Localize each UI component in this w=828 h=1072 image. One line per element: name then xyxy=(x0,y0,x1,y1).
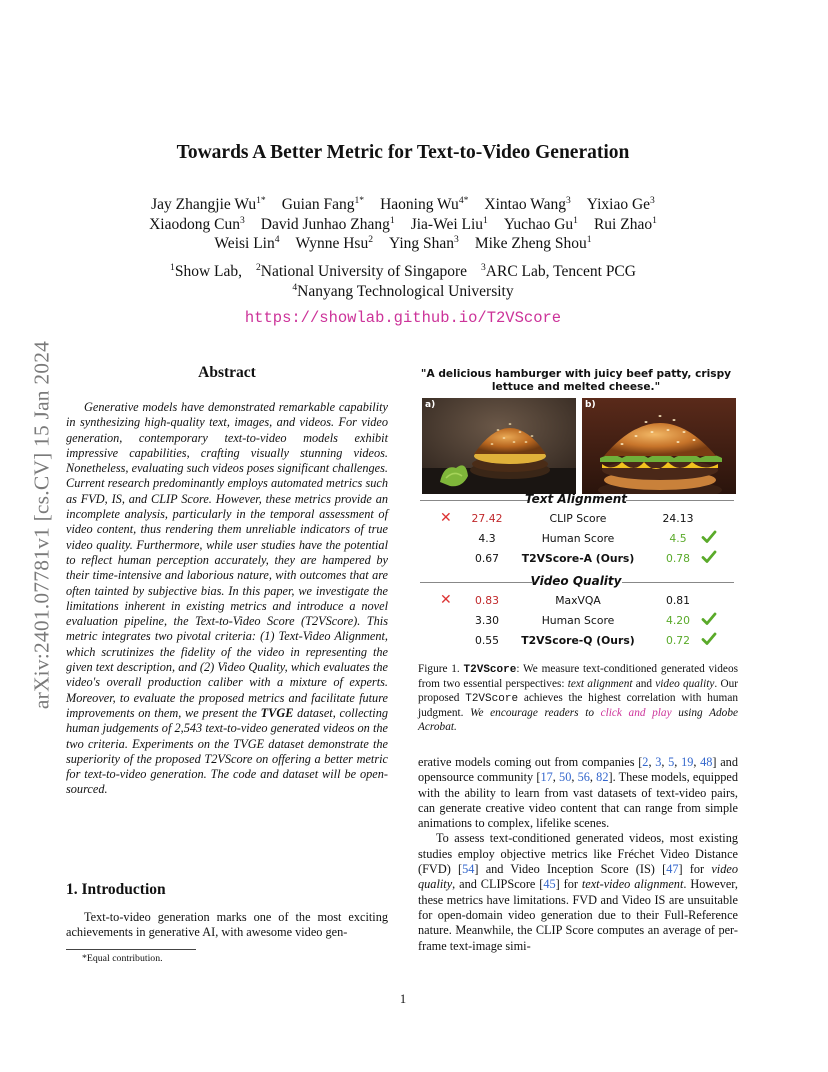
citation-link[interactable]: 19 xyxy=(681,755,694,769)
metric-name: CLIP Score xyxy=(549,512,607,525)
author-affil-mark: 1* xyxy=(256,194,266,206)
label-b: b) xyxy=(585,400,596,410)
author-affil-mark: 3 xyxy=(565,194,571,206)
footnote-rule xyxy=(66,949,196,950)
score-b: 24.13 xyxy=(662,512,694,525)
cross-icon: ✕ xyxy=(440,510,452,526)
author-affil-mark: 1 xyxy=(483,214,488,226)
check-icon xyxy=(701,549,717,565)
author-name: Jay Zhangjie $Wu^{1*}$ xyxy=(151,194,266,213)
author-affil-mark: 2 xyxy=(368,233,374,245)
caption-prefix: Figure 1. xyxy=(418,663,464,675)
author-name: Xiaodong Cun$^3$ xyxy=(149,214,245,233)
score-row xyxy=(418,552,734,570)
citation-link[interactable]: 56 xyxy=(577,770,590,785)
author-affil-mark: 1 xyxy=(652,214,657,226)
citation-link[interactable]: 45 xyxy=(543,877,556,892)
score-a: 0.55 xyxy=(474,634,500,647)
section-title: Video Quality xyxy=(530,574,622,588)
emphasis: video quality xyxy=(418,862,738,892)
video-a-thumbnail[interactable] xyxy=(422,398,576,494)
affiliation-mark: 4 xyxy=(292,281,298,293)
hamburger-b-image xyxy=(582,398,736,494)
check-icon xyxy=(701,529,717,545)
score-b: 0.78 xyxy=(665,552,691,565)
score-a: 4.3 xyxy=(478,532,496,545)
citation-link[interactable]: 2 xyxy=(642,755,649,769)
citation-link[interactable]: 48 xyxy=(700,755,713,769)
score-b: 4.5 xyxy=(669,532,687,545)
arxiv-identifier: arXiv:2401.07781v1 [cs.CV] 15 Jan 2024 xyxy=(29,340,54,710)
caption-text: achieves the highest correlation with human judgment. xyxy=(418,692,738,719)
author-name: Yuchao Gu$^1$ xyxy=(503,214,578,233)
author-name: Ying Shan$^3$ xyxy=(389,233,459,252)
intro-heading: 1. Introduction xyxy=(66,881,166,898)
author-affil-mark: 3 xyxy=(650,194,655,206)
citation-link[interactable]: 17 xyxy=(540,770,553,785)
caption-method-name: T2VScore xyxy=(463,664,517,676)
paper-title: Towards A Better Metric for Text-to-Video Generation xyxy=(176,142,630,163)
score-b: 0.81 xyxy=(665,594,691,607)
caption-text: : We measure text-conditioned generated videos from two essential perspectives: xyxy=(418,663,738,690)
affiliation: $^4$Nanyang Technological University xyxy=(292,281,514,300)
caption-em: video quality xyxy=(655,678,715,690)
project-url[interactable]: https://showlab.github.io/T2VScore xyxy=(244,309,562,327)
affiliation-mark: 2 xyxy=(256,261,261,273)
score-row xyxy=(418,614,734,632)
score-b: 0.72 xyxy=(665,634,691,647)
section-rule xyxy=(626,500,734,501)
right-column-text xyxy=(418,755,738,954)
score-row xyxy=(418,634,734,652)
video-b-thumbnail[interactable] xyxy=(582,398,736,494)
author-name: Haoning $Wu^{4*}$ xyxy=(380,194,469,213)
footnote: *Equal contribution. xyxy=(82,953,163,964)
citation-link[interactable]: 47 xyxy=(666,862,679,877)
author-affil-mark: 1 xyxy=(389,214,395,226)
affiliation: $^3$ARC Lab, Tencent PCG xyxy=(481,261,636,280)
affiliations xyxy=(0,262,806,301)
affiliation: $^1$Show Lab, xyxy=(170,261,242,280)
citation-link[interactable]: 54 xyxy=(462,862,475,877)
metric-name: T2VScore-Q (Ours) xyxy=(521,634,635,647)
caption-text: and xyxy=(632,678,656,690)
paragraph: erative models coming out from companies [2, 3, 5, 19, 48] and opensource community [17, 50, 56, 82]. These models, equipped with the ability to learn from vast datasets of text-video pairs, can generate creative video content that can range from simple animations to complex, lifelike scenes. xyxy=(418,755,738,831)
caption-text: . Our proposed xyxy=(418,678,739,704)
author-name: David Junhao Zhang$^1$ xyxy=(260,214,395,233)
caption-em: We encourage readers to xyxy=(470,707,601,719)
author-affil-mark: 4 xyxy=(274,233,280,245)
author-affil-mark: 1 xyxy=(573,214,578,226)
citation-link[interactable]: 5 xyxy=(668,755,675,769)
metric-name: Human Score xyxy=(541,614,615,627)
metric-name: T2VScore-A (Ours) xyxy=(521,552,635,565)
author-affil-mark: 3 xyxy=(239,214,245,226)
figure-caption xyxy=(418,662,738,734)
author-name: Jia-Wei Liu$^1$ xyxy=(410,214,488,233)
cross-icon: ✕ xyxy=(440,592,452,608)
score-a: 27.42 xyxy=(471,512,503,525)
author-name: Mike Zheng Shou$^1$ xyxy=(474,233,592,252)
author-affil-mark: 1 xyxy=(586,233,592,245)
score-row xyxy=(418,512,734,530)
paragraph: To assess text-conditioned generated videos, most existing studies employ objective metrics like Fréchet Video Distance (FVD) [54] and Video Inception Score (IS) [47] for video quality, and CLIPScore [45] for text-video alignment. However, these metrics have limitations. FVD and Video IS are unsuitable for open-domain video generation due to their Full-Reference nature. Meanwhile, the CLIP Score computes an average of per-frame text-image simi- xyxy=(418,831,738,953)
score-row xyxy=(418,532,734,550)
caption-em: using Adobe Acrobat. xyxy=(418,707,738,733)
arxiv-sidebar xyxy=(22,290,62,760)
score-a: 3.30 xyxy=(474,614,500,627)
section-title: Text Alignment xyxy=(525,492,627,506)
page-number: 1 xyxy=(399,992,407,1006)
citation-link[interactable]: 50 xyxy=(559,770,572,785)
dataset-name: TVGE xyxy=(260,705,294,720)
affiliation-mark: 1 xyxy=(170,261,175,273)
citation-link[interactable]: 82 xyxy=(596,770,609,785)
caption-method-name: T2VScore xyxy=(465,693,519,705)
score-a: 0.67 xyxy=(474,552,500,565)
caption-link[interactable]: click and play xyxy=(600,707,672,719)
author-affil-mark: 3 xyxy=(454,233,459,245)
score-a: 0.83 xyxy=(474,594,500,607)
metric-name: MaxVQA xyxy=(555,594,601,607)
author-name: Yixiao Ge$^3$ xyxy=(586,194,655,213)
author-name: Weisi Lin$^4$ xyxy=(214,233,280,252)
author-name: Xintao Wang$^3$ xyxy=(484,194,571,213)
affiliation-mark: 3 xyxy=(481,261,486,273)
emphasis: text-video alignment xyxy=(581,877,684,892)
check-icon xyxy=(701,611,717,627)
metric-name: Human Score xyxy=(541,532,615,545)
abstract-heading: Abstract xyxy=(198,364,256,381)
score-row xyxy=(418,594,734,612)
author-affil-mark: 4* xyxy=(458,194,469,206)
author-name: Guian Fang$^{1*}$ xyxy=(281,194,365,213)
author-name: Rui Zhao$^1$ xyxy=(593,214,657,233)
figure-prompt: "A delicious hamburger with juicy beef patty, crispy lettuce and melted cheese." xyxy=(420,368,732,393)
score-b: 4.20 xyxy=(665,614,691,627)
figure-1 xyxy=(418,362,734,658)
hamburger-a-image xyxy=(422,398,576,494)
abstract-text: Generative models have demonstrated remarkable capability in synthesizing high-quality text, images, and videos. For video generation, contemporary text-to-video models exhibit impressive capabilities, crafting visually stunning videos. Nonetheless, evaluating such videos poses significant challenges. Current research predominantly employs automated metrics such as FVD, IS, and CLIP Score. However, these metrics provide an incomplete analysis, particularly in the temporal assessment of video content, thus rendering them unreliable indicators of true video quality. Furthermore, while user studies have the potential to reflect human perception accurately, they are hampered by their time-intensive and laborious nature, with outcomes that are often tainted by subjective bias. In this paper, we investigate the limitations inherent in existing metrics and introduce a novel evaluation pipeline, the Text-to-Video Score (T2VScore). This metric integrates two pivotal criteria: (1) Text-Video Alignment, which scrutinizes the fidelity of the video in representing the given text description, and (2) Video Quality, which evaluates the video's overall production caliber with a mixture of experts. Moreover, to evaluate the proposed metrics and facilitate future improvements on them, we present the TVGE dataset, collecting human judgements of 2,543 text-to-video generated videos on the two criteria. Experiments on the TVGE dataset demonstrate the superiority of the proposed T2VScore on offering a better metric for text-to-video generation. The code and dataset will be open-sourced. xyxy=(66,400,388,797)
author-name: Wynne Hsu$^2$ xyxy=(295,233,374,252)
affiliation: $^2$National University of Singapore xyxy=(256,261,467,280)
label-a: a) xyxy=(425,400,436,410)
author-list xyxy=(0,195,806,254)
check-icon xyxy=(701,631,717,647)
citation-link[interactable]: 3 xyxy=(655,755,662,769)
intro-text: Text-to-video generation marks one of the most exciting achievements in generative AI, with awesome video gen- xyxy=(66,910,388,940)
author-affil-mark: 1* xyxy=(354,194,365,206)
caption-em: text alignment xyxy=(567,678,633,690)
section-rule xyxy=(622,582,734,583)
